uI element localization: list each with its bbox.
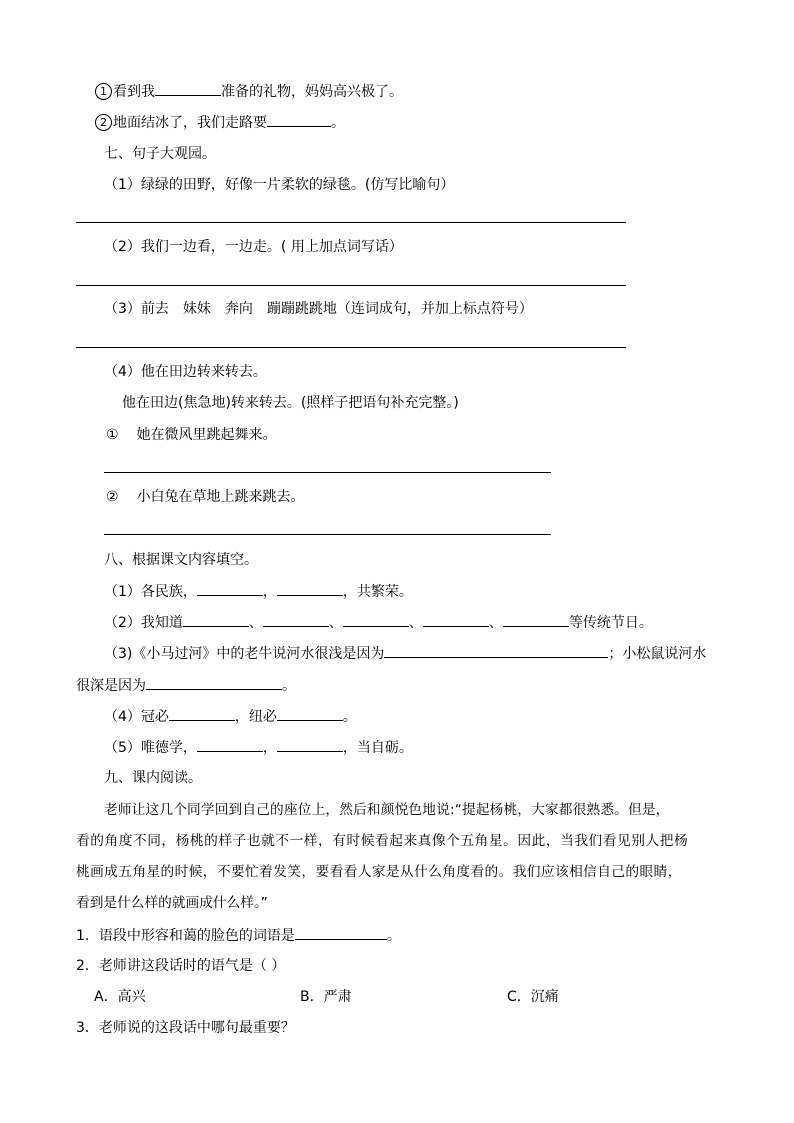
option-a[interactable]: A．高兴: [94, 989, 146, 1005]
question-9-3: 3．老师说的这段话中哪句最重要？: [76, 1020, 295, 1036]
question-7-3: （3）前去 妹妹 奔向 蹦蹦跳跳地（连词成句，并加上标点符号）: [104, 301, 533, 317]
answer-blank[interactable]: [155, 81, 221, 96]
question-7-2: （2）我们一边看，一边走。( 用上加点词写话）: [104, 239, 403, 255]
question-8-3-cont: 很深是因为 。: [76, 675, 296, 696]
question-8-5: （5）唯德学， ， ，当自砺。: [104, 737, 413, 758]
answer-blank[interactable]: [277, 581, 343, 596]
fill-item-1: 1 看到我 准备的礼物，妈妈高兴极了。: [95, 81, 403, 102]
answer-blank[interactable]: [423, 612, 489, 627]
question-9-1: 1．语段中形容和蔼的脸色的词语是 。: [76, 925, 401, 946]
section-9-title: 九、课内阅读。: [104, 770, 202, 786]
question-7-4: （4）他在田边转来转去。: [104, 364, 267, 380]
question-7-4-1: ① 她在微风里跳起舞来。: [106, 427, 277, 443]
answer-blank[interactable]: [267, 112, 331, 127]
question-7-1: （1）绿绿的田野，好像一片柔软的绿毯。(仿写比喻句）: [104, 177, 455, 193]
question-8-4: （4）冠必 ，纽必 。: [104, 706, 357, 727]
answer-line[interactable]: [76, 222, 626, 223]
question-8-3: （3)《小马过河》中的老牛说河水很浅是因为 ；小松鼠说河水: [104, 643, 706, 664]
circled-number-2: 2: [95, 114, 112, 131]
passage-line-1: 老师让这几个同学回到自己的座位上，然后和颜悦色地说:“提起杨桃，大家都很熟悉。但是，: [104, 802, 670, 818]
question-7-4-2: ② 小白兔在草地上跳来跳去。: [106, 489, 305, 505]
question-8-1: （1）各民族， ， ，共繁荣。: [104, 581, 413, 602]
section-8-title: 八、根据课文内容填空。: [104, 552, 258, 568]
answer-blank[interactable]: [277, 706, 343, 721]
answer-line[interactable]: [76, 285, 626, 286]
answer-blank[interactable]: [503, 612, 569, 627]
answer-blank[interactable]: [197, 581, 263, 596]
question-9-2: 2．老师讲这段话时的语气是（ ）: [76, 958, 286, 974]
answer-line[interactable]: [76, 347, 626, 348]
answer-blank[interactable]: [197, 737, 263, 752]
passage-line-2: 看的角度不同，杨桃的样子也就不一样，有时候看起来真像个五角星。因此，当我们看见别人把杨: [76, 833, 689, 849]
section-7-title: 七、句子大观园。: [104, 146, 216, 162]
answer-blank[interactable]: [169, 706, 235, 721]
answer-blank[interactable]: [384, 643, 608, 658]
passage-line-4: 看到是什么样的就画成什么样。”: [76, 895, 268, 911]
passage-line-3: 桃画成五角星的时候，不要忙着发笑，要看看人家是从什么角度看的。我们应该相信自己的眼睛，: [76, 864, 682, 880]
option-c[interactable]: C．沉痛: [507, 989, 559, 1005]
question-8-2: （2）我知道 、 、 、 、 等传统节日。: [104, 612, 653, 633]
fill-item-2: 2 地面结冰了，我们走路要 。: [95, 112, 345, 133]
answer-blank[interactable]: [263, 612, 329, 627]
question-7-4-example: 他在田边(焦急地)转来转去。(照样子把语句补充完整。): [122, 395, 459, 411]
answer-blank[interactable]: [277, 737, 343, 752]
circled-number-1: 1: [95, 83, 112, 100]
answer-blank[interactable]: [295, 925, 387, 940]
answer-line[interactable]: [104, 472, 551, 473]
answer-blank[interactable]: [146, 675, 282, 690]
answer-line[interactable]: [104, 534, 551, 535]
option-b[interactable]: B．严肃: [300, 989, 352, 1005]
answer-blank[interactable]: [343, 612, 409, 627]
answer-blank[interactable]: [183, 612, 249, 627]
